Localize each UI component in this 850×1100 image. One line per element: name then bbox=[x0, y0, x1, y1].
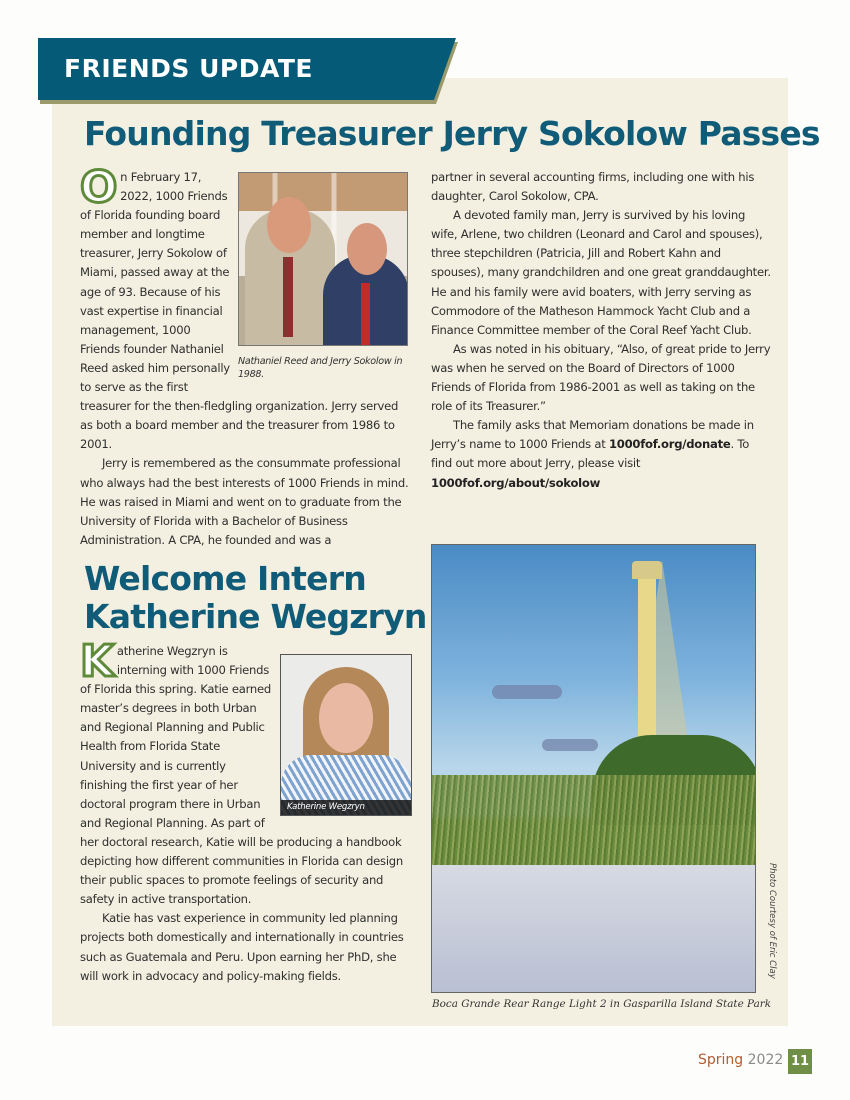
photo-credit-text: Photo Courtesy of Eric Clay bbox=[767, 863, 777, 979]
article-sokolow-paragraph-3: A devoted family man, Jerry is survived by his loving wife, Arlene, two children (Leonard and Carol and spouses), three stepchildren (Patricia, Jill and Robert Kahn and spouses), many grandchildren and one great granddaughter. He and his family were avid boaters, with Jerry serving as Commodore of the Matheson Hammock Yacht Club and a Finance Committee member of the Coral Reef Yacht Club. bbox=[431, 208, 771, 337]
paragraph-text: atherine Wegzryn is interning with 1000 Friends of Florida this spring. Katie earned master’s degrees in both Urban and Regional Planning and Public Health from Florida State University and is currently finishing the first year of her doctoral program there in Urban and Regional Planning. As part of her doctoral research, Katie will be producing a handbook depicting how different communities in Florida can design their public spaces to promote feelings of security and safety in active transportation. bbox=[80, 644, 404, 907]
article-title-sokolow: Founding Treasurer Jerry Sokolow Passes bbox=[84, 114, 820, 153]
title-line-2: Katherine Wegzryn bbox=[84, 597, 427, 636]
photo-credit bbox=[763, 865, 775, 995]
article-sokolow-right-column bbox=[431, 168, 771, 493]
photo-lighthouse bbox=[431, 544, 756, 993]
photo-caption-lighthouse: Boca Grande Rear Range Light 2 in Gasparilla Island State Park bbox=[432, 998, 772, 1010]
photo-caption-wegzryn: Katherine Wegzryn bbox=[281, 800, 411, 815]
photo-reed-sokolow-figure bbox=[238, 172, 410, 388]
photo-caption-reed-sokolow: Nathaniel Reed and Jerry Sokolow in 1988. bbox=[238, 356, 403, 380]
dropcap-o: O bbox=[80, 162, 118, 213]
title-line-1: Welcome Intern bbox=[84, 559, 366, 598]
photo-wegzryn-figure bbox=[280, 654, 412, 816]
paragraph-text: n February 17, 2022, 1000 Friends of Florida founding board member and longtime treasurer, Jerry Sokolow of Miami, passed away at the age of 93. Because of his vast expertise in financial management, 1000 Friends founder Nathaniel Reed asked him personally to serve as the first treasurer for the then-fledgling organization. Jerry served as both a board member and the treasurer from 1986 to 2001. bbox=[80, 170, 399, 452]
section-banner bbox=[38, 38, 458, 102]
article-sokolow-paragraph-2-cont: partner in several accounting firms, including one with his daughter, Carol Sokolow, CPA. bbox=[431, 170, 755, 204]
photo-wegzryn bbox=[280, 654, 412, 816]
article-sokolow-left-column bbox=[80, 162, 410, 550]
footer-year: 2022 bbox=[747, 1052, 784, 1068]
footer-season: Spring bbox=[698, 1052, 744, 1068]
article-sokolow-paragraph-5 bbox=[431, 416, 771, 492]
page-number-badge: 11 bbox=[788, 1049, 812, 1074]
dropcap-k: K bbox=[80, 636, 114, 687]
about-sokolow-link[interactable]: 1000fof.org/about/sokolow bbox=[431, 475, 601, 490]
paragraph-text: The family asks that Memoriam donations be made in Jerry’s name to 1000 Friends at bbox=[431, 418, 754, 452]
article-sokolow-paragraph-4: As was noted in his obituary, “Also, of great pride to Jerry was when he served on the Board of Directors of 1000 Friends of Florida from 1986-2001 as well as taking on the role of its Treasurer.” bbox=[431, 341, 771, 414]
section-banner-label: FRIENDS UPDATE bbox=[64, 54, 314, 83]
paragraph-text: . To find out more about Jerry, please visit bbox=[431, 437, 750, 471]
article-title-intern bbox=[84, 560, 427, 636]
donate-link[interactable]: 1000fof.org/donate bbox=[608, 437, 731, 452]
article-sokolow-paragraph-2: Jerry is remembered as the consummate professional who always had the best interests of 1000 Friends in mind. He was raised in Miami and went on to graduate from the University of Florida with a Bachelor of Business Administration. A CPA, he founded and was a bbox=[80, 456, 409, 547]
article-intern-paragraph-2: Katie has vast experience in community led planning projects both domestically and internationally in countries such as Guatemala and Peru. Upon earning her PhD, she will work in advocacy and policy-making fields. bbox=[80, 911, 404, 983]
photo-reed-sokolow bbox=[238, 172, 408, 346]
footer-issue bbox=[698, 1052, 783, 1068]
article-intern-column bbox=[80, 636, 412, 986]
